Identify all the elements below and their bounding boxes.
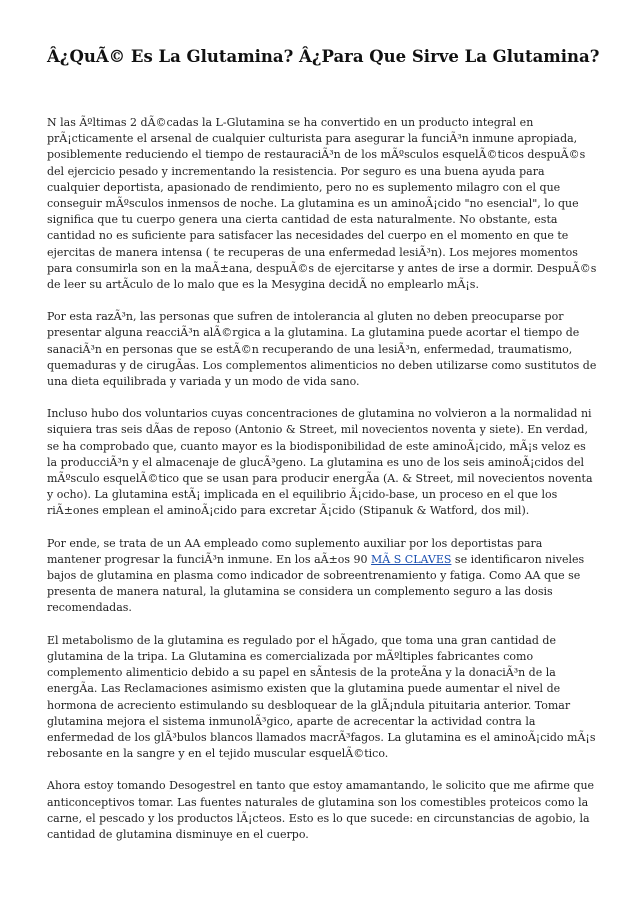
paragraph-4 [47, 536, 598, 617]
paragraph-6: Ahora estoy tomando Desogestrel en tanto que estoy amamantando, le solicito que me afirme que anticonceptivos tomar. Las fuentes naturales de glutamina son los comestibles proteicos como la carne, el pescado y los productos lÃ¡cteos. Esto es lo que sucede: en circunstancias de agobio, la cantidad de glutamina disminuye en el cuerpo. [47, 779, 595, 841]
paragraph-4-text-after: se identificaron niveles bajos de glutamina en plasma como indicador de sobreentrenamiento y fatiga. Como AA que se presenta de manera natural, la glutamina se considera un complemento seguro a las dosis recomendadas. [47, 552, 585, 615]
paragraph-1: N las Ãºltimas 2 dÃ©cadas la L-Glutamina se ha convertido en un producto integral en prÃ¡cticamente el arsenal de cualquier culturista para asegurar la funciÃ³n inmune apropiada, posiblemente reduciendo el tiempo de restauraciÃ³n de los mÃºsculos esquelÃ©ticos despuÃ©s del ejercicio pesado y incrementando la resistencia. Por seguro es una buena ayuda para cualquier deportista, apasionado de rendimiento, pero no es suplemento milagro con el que conseguir mÃºsculos inmensos de noche. La glutamina es un aminoÃ¡cido "no esencial", lo que significa que tu cuerpo genera una cierta cantidad de esta naturalmente. No obstante, esta cantidad no es suficiente para satisfacer las necesidades del cuerpo en el momento en que te ejercitas de manera intensa ( te recuperas de una enfermedad lesiÃ³n). Los mejores momentos para consumirla son en la maÃ±ana, despuÃ©s de ejercitarse y antes de irse a dormir. DespuÃ©s de leer su artÃculo de lo malo que es la Mesygina decidÃ no emplearlo mÃ¡s. [47, 116, 597, 292]
mas-claves-link[interactable]: MÃ S CLAVES [371, 552, 452, 566]
paragraph-3: Incluso hubo dos voluntarios cuyas concentraciones de glutamina no volvieron a la normalidad ni siquiera tras seis dÃas de reposo (Antonio & Street, mil novecientos noventa y siete). En verdad, se ha comprobado que, cuanto mayor es la biodisponibilidad de este aminoÃ¡cido, mÃ¡s veloz es la producciÃ³n y el almacenaje de glucÃ³geno. La glutamina es uno de los seis aminoÃ¡cidos del mÃºsculo esquelÃ©tico que se usan para producir energÃa (A. & Street, mil novecientos noventa y ocho). La glutamina estÃ¡ implicada en el equilibrio Ã¡cido-base, un proceso en el que los riÃ±ones emplean el aminoÃ¡cido para excretar Ã¡cido (Stipanuk & Watford, dos mil). [47, 407, 593, 518]
page-title: Â¿QuÃ© Es La Glutamina? Â¿Para Que Sirve La Glutamina? [47, 47, 600, 66]
paragraph-2: Por esta razÃ³n, las personas que sufren de intolerancia al gluten no deben preocuparse por presentar alguna reacciÃ³n alÃ©rgica a la glutamina. La glutamina puede acortar el tiempo de sanaciÃ³n en personas que se estÃ©n recuperando de una lesiÃ³n, enfermedad, traumatismo, quemaduras y de cirugÃas. Los complementos alimenticios no deben utilizarse como sustitutos de una dieta equilibrada y variada y un modo de vida sano. [47, 310, 597, 389]
paragraph-4-text-before: Por ende, se trata de un AA empleado como suplemento auxiliar por los deportistas para mantener progresar la funciÃ³n inmune. En los aÃ±os 90 [47, 536, 543, 566]
paragraph-5: El metabolismo de la glutamina es regulado por el hÃgado, que toma una gran cantidad de glutamina de la tripa. La Glutamina es comercializada por mÃºltiples fabricantes como complemento alimenticio debido a su papel en sÃntesis de la proteÃna y la donaciÃ³n de la energÃa. Las Reclamaciones asimismo existen que la glutamina puede aumentar el nivel de hormona de acreciento estimulando su desbloquear de la glÃ¡ndula pituitaria anterior. Tomar glutamina mejora el sistema inmunolÃ³gico, aparte de acrecentar la actividad contra la enfermedad de los glÃ³bulos blancos llamados macrÃ³fagos. La glutamina es el aminoÃ¡cido mÃ¡s rebosante en la sangre y en el tejido muscular esquelÃ©tico. [47, 633, 596, 761]
